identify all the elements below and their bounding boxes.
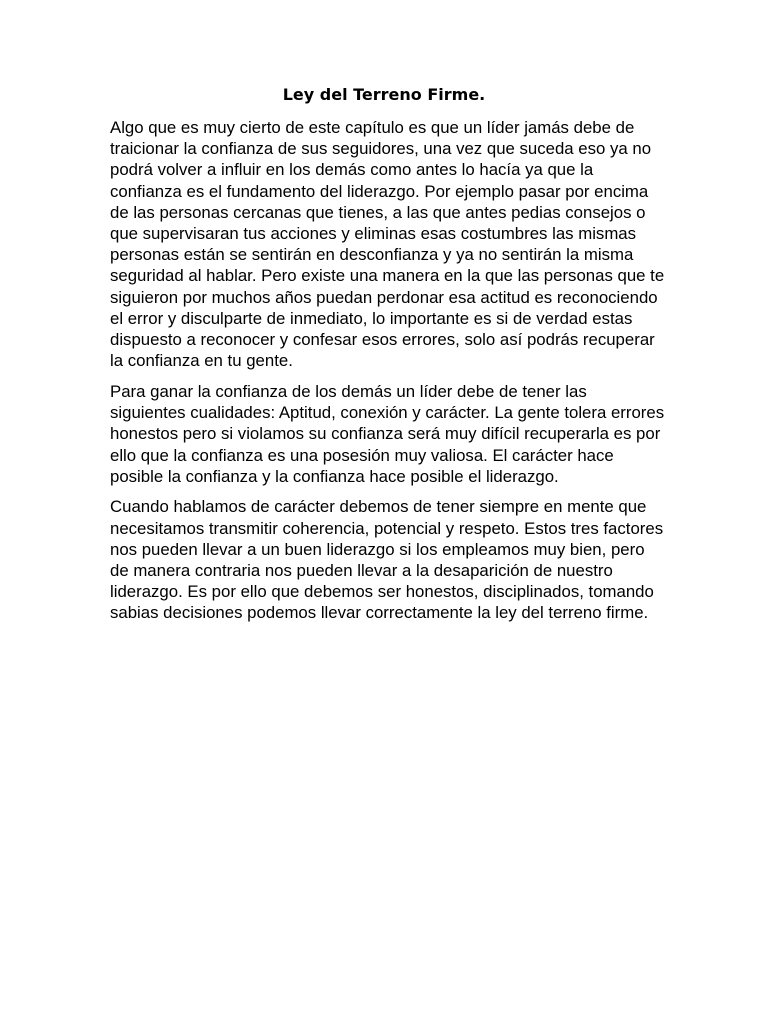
paragraph-1: Algo que es muy cierto de este capítulo es que un líder jamás debe de traicionar la confianza de sus seguidores, una vez que suceda eso ya no podrá volver a influir en los demás como antes lo hacía ya que la confianza es el fundamento del liderazgo. Por ejemplo pasar por encima de las personas cercanas que tienes, a las que antes pedias consejos o que supervisaran tus acciones y eliminas esas costumbres las mismas personas están se sentirán en desconfianza y ya no sentirán la misma seguridad al hablar. Pero existe una manera en la que las personas que te siguieron por muchos años puedan perdonar esa actitud es reconociendo el error y disculparte de inmediato, lo importante es si de verdad estas dispuesto a reconocer y confesar esos errores, solo así podrás recuperar la confianza en tu gente. bbox=[110, 118, 665, 371]
document-title: Ley del Terreno Firme. bbox=[282, 85, 486, 104]
paragraph-3: Cuando hablamos de carácter debemos de tener siempre en mente que necesitamos transmitir coherencia, potencial y respeto. Estos tres factores nos pueden llevar a un buen liderazgo si los empleamos muy bien, pero de manera contraria nos pueden llevar a la desaparición de nuestro liderazgo. Es por ello que debemos ser honestos, disciplinados, tomando sabias decisiones podemos llevar correctamente la ley del terreno firme. bbox=[110, 497, 664, 623]
document-body bbox=[110, 117, 665, 633]
paragraph-2: Para ganar la confianza de los demás un líder debe de tener las siguientes cualidades: Aptitud, conexión y carácter. La gente tolera errores honestos pero si violamos su confianza será muy difícil recuperarla es por ello que la confianza es una posesión muy valiosa. El carácter hace posible la confianza y la confianza hace posible el liderazgo. bbox=[110, 381, 665, 486]
